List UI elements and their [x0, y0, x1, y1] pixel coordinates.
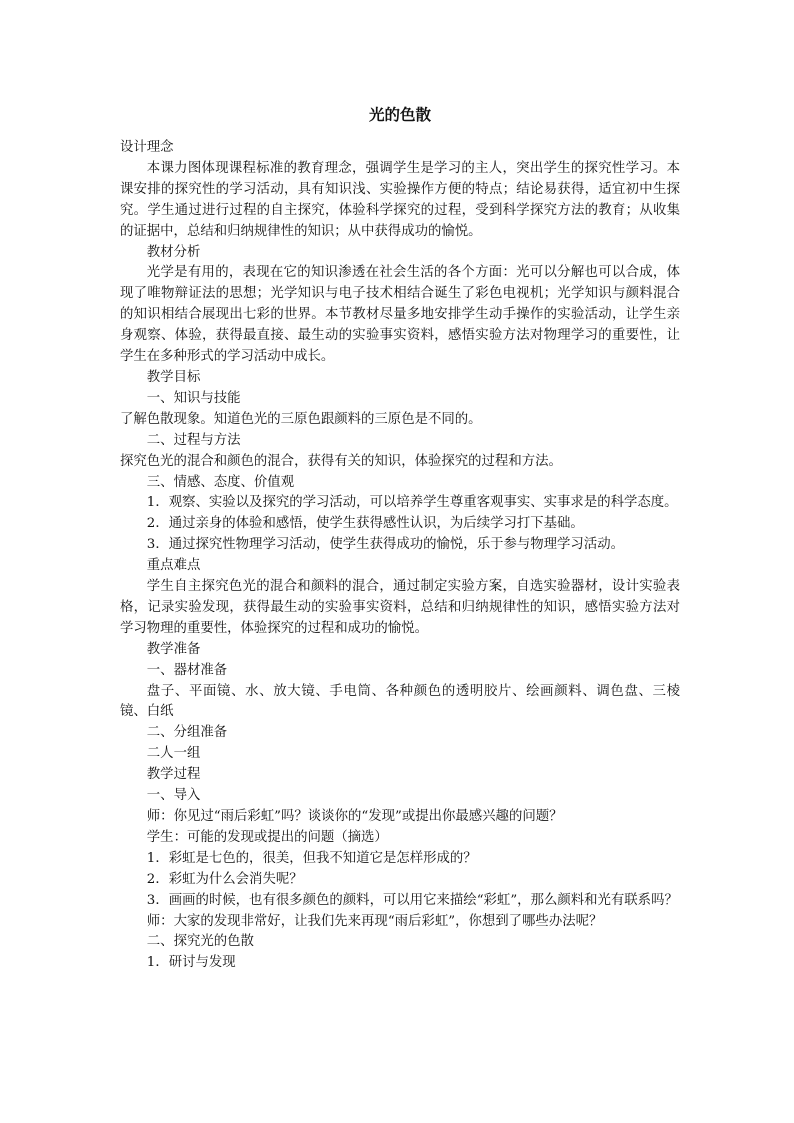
- paragraph: 师：你见过“雨后彩虹”吗？谈谈你的“发现”或提出你最感兴趣的问题？: [146, 809, 563, 824]
- paragraph: 本课力图体现课程标准的教育理念，强调学生是学习的主人，突出学生的探究性学习。本课安排的探究性的学习活动，具有知识浅、实验操作方便的特点；结论易获得，适宜初中生探究。学生通过进行过程的自主探究，体验科学探究的过程，受到科学探究方法的教育；从收集的证据中，总结和归纳规律性的知识；从中获得成功的愉悦。: [120, 160, 680, 239]
- paragraph: 盘子、平面镜、水、放大镜、手电筒、各种颜色的透明胶片、绘画颜料、调色盘、三棱镜、白纸: [120, 683, 680, 720]
- paragraph: 重点难点: [146, 558, 201, 574]
- paragraph: 探究色光的混合和颜色的混合，获得有关的知识，体验探究的过程和方法。: [120, 453, 562, 469]
- paragraph: 一、知识与技能: [146, 390, 241, 406]
- paragraph: 学生：可能的发现或提出的问题（摘选）: [146, 829, 388, 845]
- paragraph: 教学目标: [146, 369, 201, 385]
- paragraph: 设计理念: [120, 140, 174, 155]
- paragraph: 了解色散现象。知道色光的三原色跟颜料的三原色是不同的。: [120, 411, 482, 427]
- paragraph: 学生自主探究色光的混合和颜料的混合，通过制定实验方案，自选实验器材，设计实验表格，记录实验发现，获得最生动的实验事实资料，总结和归纳规律性的知识，感悟实验方法对学习物理的重要性，体验探究的过程和成功的愉悦。: [120, 579, 680, 636]
- paragraph: 二、探究光的色散: [146, 934, 254, 950]
- document-title: 光的色散: [368, 106, 431, 124]
- paragraph: 1．观察、实验以及探究的学习活动，可以培养学生尊重客观事实、实事求是的科学态度。: [146, 495, 678, 511]
- paragraph: 二人一组: [146, 746, 201, 762]
- document-page: [120, 104, 680, 974]
- paragraph: 3．通过探究性物理学习活动，使学生获得成功的愉悦，乐于参与物理学习活动。: [146, 537, 624, 553]
- paragraph: 2．通过亲身的体验和感悟，使学生获得感性认识，为后续学习打下基础。: [146, 516, 584, 532]
- paragraph: 师：大家的发现非常好，让我们先来再现“雨后彩虹”，你想到了哪些办法呢？: [146, 913, 603, 929]
- paragraph: 二、分组准备: [146, 725, 228, 741]
- document-body: [120, 138, 680, 974]
- paragraph: 一、器材准备: [146, 662, 228, 678]
- paragraph: 教学过程: [146, 767, 201, 783]
- paragraph: 1．彩虹是七色的，很美，但我不知道它是怎样形成的？: [146, 850, 477, 866]
- paragraph: 三、情感、态度、价值观: [146, 474, 295, 490]
- paragraph: 教学准备: [146, 641, 201, 657]
- paragraph: 教材分析: [146, 244, 201, 260]
- paragraph: 光学是有用的，表现在它的知识渗透在社会生活的各个方面：光可以分解也可以合成，体现了唯物辩证法的思想；光学知识与电子技术相结合诞生了彩色电视机；光学知识与颜料混合的知识相结合展现出七彩的世界。本节教材尽量多地安排学生动手操作的实验活动，让学生亲身观察、体验，获得最直接、最生动的实验事实资料，感悟实验方法对物理学习的重要性，让学生在多种形式的学习活动中成长。: [120, 265, 680, 365]
- paragraph: 一、导入: [146, 788, 201, 804]
- paragraph: 1．研讨与发现: [146, 955, 236, 971]
- paragraph: 二、过程与方法: [146, 432, 241, 448]
- paragraph: 2．彩虹为什么会消失呢？: [146, 871, 303, 887]
- paragraph: 3．画画的时候，也有很多颜色的颜料，可以用它来描绘“彩虹”，那么颜料和光有联系吗？: [146, 892, 678, 908]
